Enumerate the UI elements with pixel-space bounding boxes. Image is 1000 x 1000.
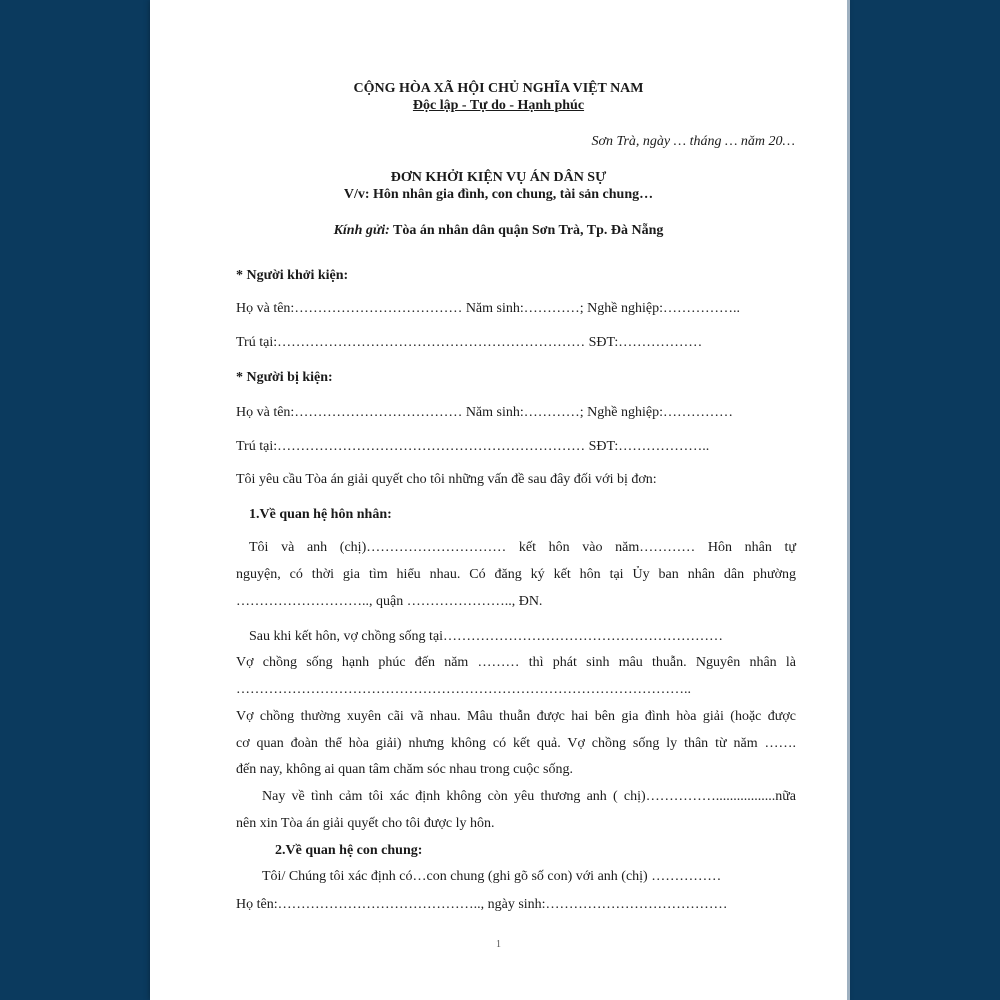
defendant-address-line: Trú tại:………………………………………………………… SĐT:……………….. xyxy=(236,439,710,454)
section1-line: nên xin Tòa án giải quyết cho tôi được ly hôn. xyxy=(236,816,495,831)
section2-heading: 2.Về quan hệ con chung: xyxy=(275,843,423,858)
country-name: CỘNG HÒA XÃ HỘI CHỦ NGHĨA VIỆT NAM xyxy=(353,81,644,96)
section2-line: Tôi/ Chúng tôi xác định có…con chung (ghi gõ số con) với anh (chị) …………… xyxy=(262,869,722,884)
national-motto: Độc lập - Tự do - Hạnh phúc xyxy=(412,98,585,113)
defendant-name-line: Họ và tên:……………………………… Năm sinh:…………; Nghề nghiệp:…………… xyxy=(236,405,733,420)
request-statement: Tôi yêu cầu Tòa án giải quyết cho tôi những vấn đề sau đây đối với bị đơn: xyxy=(236,472,657,487)
document-subject: V/v: Hôn nhân gia đình, con chung, tài sản chung… xyxy=(343,187,654,202)
section1-line: Sau khi kết hôn, vợ chồng sống tại…………………………………………………… xyxy=(249,629,724,644)
document-title: ĐƠN KHỞI KIỆN VỤ ÁN DÂN SỰ xyxy=(390,170,607,185)
section1-line: Vợ chồng thường xuyên cãi vã nhau. Mâu thuẫn được hai bên gia đình hòa giải (hoặc được xyxy=(236,709,796,724)
plaintiff-heading: * Người khởi kiện: xyxy=(236,268,349,283)
section1-line: Vợ chồng sống hạnh phúc đến năm ……… thì phát sinh mâu thuẫn. Nguyên nhân là xyxy=(236,655,796,670)
section1-line: ……………………….., quận ………………….., ĐN. xyxy=(236,594,543,609)
recipient-label: Kính gửi: xyxy=(333,223,390,238)
plaintiff-address-line: Trú tại:………………………………………………………… SĐT:……………… xyxy=(236,335,703,350)
document-page xyxy=(150,0,847,1000)
section1-line: Nay về tình cảm tôi xác định không còn yêu thương anh ( chị)…………….................nữa xyxy=(262,789,796,804)
section1-line: Tôi và anh (chị)………………………… kết hôn vào năm………… Hôn nhân tự xyxy=(249,540,796,555)
section1-line: nguyện, có thời gia tìm hiểu nhau. Có đăng ký kết hôn tại Ủy ban nhân dân phường xyxy=(236,567,796,582)
plaintiff-name-line: Họ và tên:……………………………… Năm sinh:…………; Nghề nghiệp:…………….. xyxy=(236,301,740,316)
page-number: 1 xyxy=(496,939,501,950)
section1-line: …………………………………………………………………………………….. xyxy=(236,682,691,697)
place-date: Sơn Trà, ngày … tháng … năm 20… xyxy=(591,134,795,149)
section1-heading: 1.Về quan hệ hôn nhân: xyxy=(249,507,392,522)
defendant-heading: * Người bị kiện: xyxy=(236,370,333,385)
section1-line: đến nay, không ai quan tâm chăm sóc nhau trong cuộc sống. xyxy=(236,762,573,777)
recipient-value: Tòa án nhân dân quận Sơn Trà, Tp. Đà Nẵng xyxy=(389,223,664,238)
recipient-line xyxy=(150,222,847,240)
section2-line: Họ tên:…………………………………….., ngày sinh:………………………………… xyxy=(236,897,728,912)
section1-line: cơ quan đoàn thể hòa giải) nhưng không có kết quả. Vợ chồng sống ly thân từ năm ……. xyxy=(236,736,796,751)
